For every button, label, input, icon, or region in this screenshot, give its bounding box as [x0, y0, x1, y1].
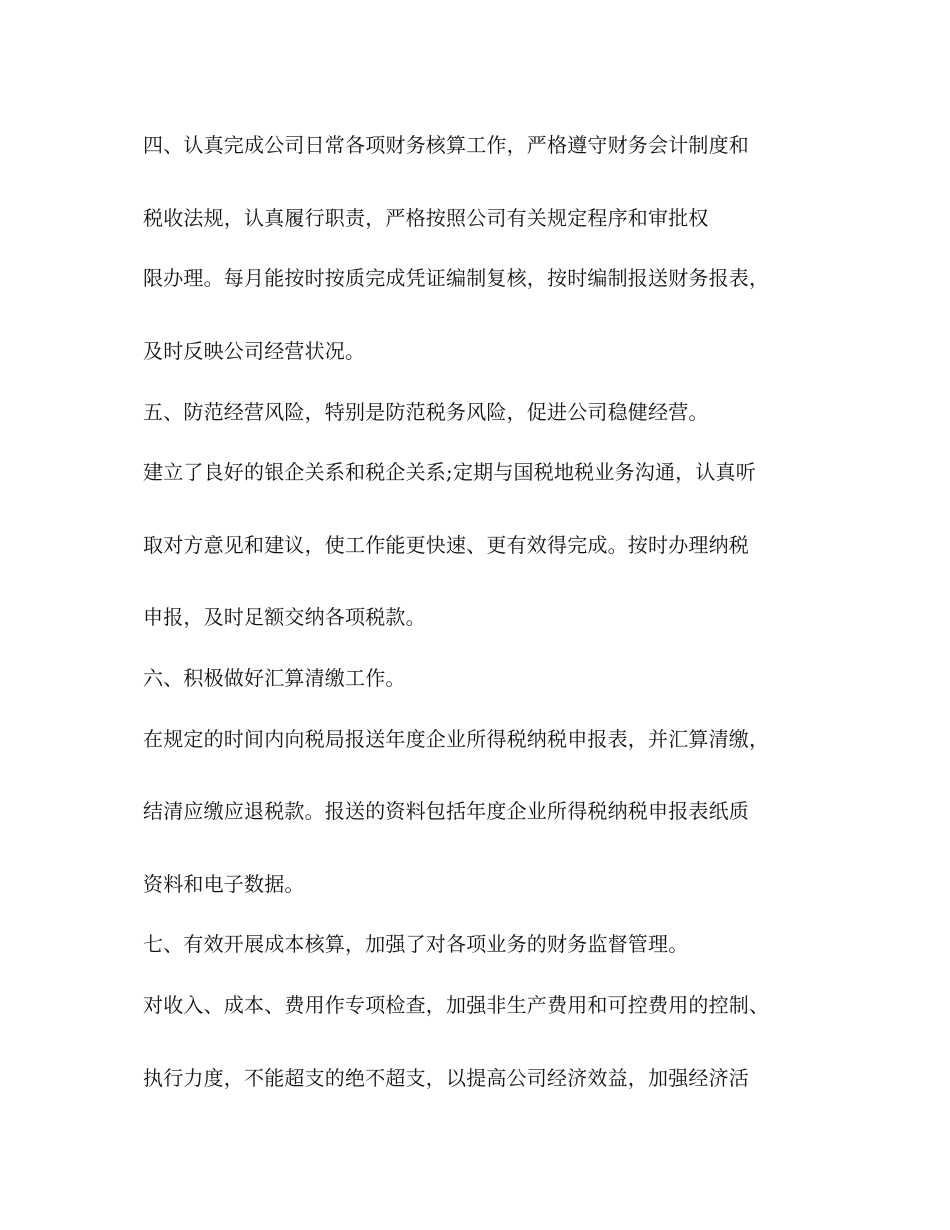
- text-line: 执行力度，不能超支的绝不超支，以提高公司经济效益，加强经济活: [143, 1066, 749, 1090]
- text-line: 五、防范经营风险，特别是防范税务风险，促进公司稳健经营。: [143, 400, 709, 424]
- text-line: 在规定的时间内向税局报送年度企业所得税纳税申报表，并汇算清缴，: [143, 727, 770, 751]
- text-line: 四、认真完成公司日常各项财务核算工作，严格遵守财务会计制度和: [143, 133, 749, 157]
- text-line: 限办理。每月能按时按质完成凭证编制复核，按时编制报送财务报表，: [143, 266, 770, 290]
- text-line: 税收法规，认真履行职责，严格按照公司有关规定程序和审批权: [143, 206, 709, 230]
- text-line: 六、积极做好汇算清缴工作。: [143, 666, 406, 690]
- text-line: 建立了良好的银企关系和税企关系;定期与国税地税业务沟通，认真听: [143, 460, 756, 484]
- text-line: 及时反映公司经营状况。: [143, 339, 366, 363]
- text-line: 取对方意见和建议，使工作能更快速、更有效得完成。按时办理纳税: [143, 533, 749, 557]
- text-line: 对收入、成本、费用作专项检查，加强非生产费用和可控费用的控制、: [143, 993, 770, 1017]
- text-line: 资料和电子数据。: [143, 872, 305, 896]
- text-line: 结清应缴应退税款。报送的资料包括年度企业所得税纳税申报表纸质: [143, 799, 749, 823]
- text-line: 七、有效开展成本核算，加强了对各项业务的财务监督管理。: [143, 932, 689, 956]
- text-line: 申报，及时足额交纳各项税款。: [143, 605, 426, 629]
